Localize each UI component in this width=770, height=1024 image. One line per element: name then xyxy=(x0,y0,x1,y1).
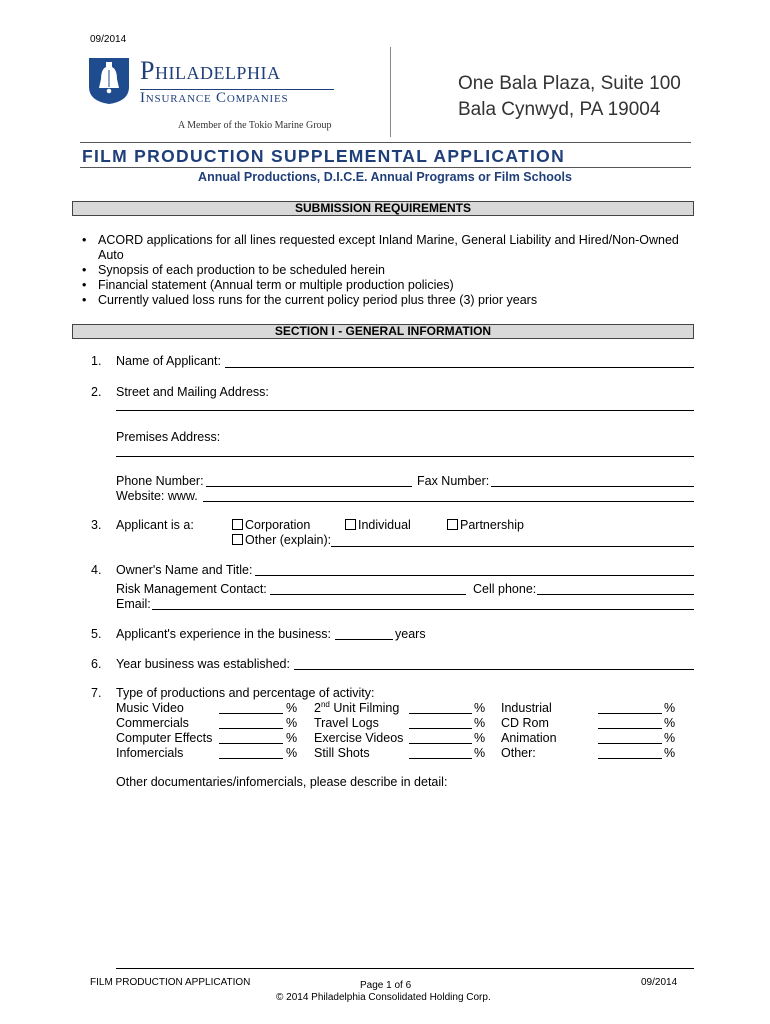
page-subtitle: Annual Productions, D.I.C.E. Annual Programs or Film Schools xyxy=(198,170,572,184)
other-explain-field[interactable] xyxy=(331,546,694,547)
q6-number: 6. xyxy=(91,657,102,671)
q2-label: Street and Mailing Address: xyxy=(116,385,269,399)
corporation-checkbox[interactable] xyxy=(232,519,243,530)
cd-rom-pct-field[interactable] xyxy=(598,728,662,729)
q2-number: 2. xyxy=(91,385,102,399)
animation-pct-field[interactable] xyxy=(598,743,662,744)
title-rule-bottom xyxy=(80,167,691,168)
infomercials-pct-field[interactable] xyxy=(219,758,283,759)
production-type-cd-rom: CD Rom xyxy=(501,716,549,730)
q7-label: Type of productions and percentage of activity: xyxy=(116,686,375,700)
risk-contact-field[interactable] xyxy=(270,594,466,595)
logo-name: Philadelphia xyxy=(140,56,281,85)
premises-address-field[interactable] xyxy=(116,456,694,457)
production-type-commercials: Commercials xyxy=(116,716,189,730)
percent-sign: % xyxy=(474,731,486,745)
address-line2: Bala Cynwyd, PA 19004 xyxy=(458,99,661,120)
submission-list xyxy=(72,233,692,308)
production-type-industrial: Industrial xyxy=(501,701,552,715)
footer-form-name: FILM PRODUCTION APPLICATION xyxy=(90,977,251,988)
premises-label: Premises Address: xyxy=(116,430,221,444)
footer-page-number: Page 1 of 6 xyxy=(360,980,412,991)
2nd-unit-pct-field[interactable] xyxy=(409,713,472,714)
website-field[interactable] xyxy=(203,501,694,502)
q7-number: 7. xyxy=(91,686,102,700)
cell-phone-field[interactable] xyxy=(537,594,694,595)
production-type-travel-logs: Travel Logs xyxy=(314,716,379,730)
partnership-option[interactable]: Partnership xyxy=(447,518,524,533)
years-unit: years xyxy=(395,627,426,641)
top-date: 09/2014 xyxy=(90,34,127,45)
percent-sign: % xyxy=(664,716,676,730)
title-rule-top xyxy=(80,142,691,143)
other-description-label: Other documentaries/infomercials, please describe in detail: xyxy=(116,775,448,789)
page-title: FILM PRODUCTION SUPPLEMENTAL APPLICATION xyxy=(82,146,566,166)
list-item: • Currently valued loss runs for the current policy period plus three (3) prior years xyxy=(72,293,692,308)
fax-label: Fax Number: xyxy=(417,474,490,488)
production-type-still-shots: Still Shots xyxy=(314,746,370,760)
corporation-option[interactable]: Corporation xyxy=(232,518,310,533)
q1-number: 1. xyxy=(91,354,102,368)
percent-sign: % xyxy=(286,746,298,760)
logo-member-text: A Member of the Tokio Marine Group xyxy=(178,120,332,131)
year-established-field[interactable] xyxy=(294,669,694,670)
percent-sign: % xyxy=(286,701,298,715)
other-pct-field[interactable] xyxy=(598,758,662,759)
cell-phone-label: Cell phone: xyxy=(473,582,537,596)
footer-date: 09/2014 xyxy=(641,977,678,988)
submission-heading: SUBMISSION REQUIREMENTS xyxy=(72,201,694,216)
percent-sign: % xyxy=(286,716,298,730)
list-item: • ACORD applications for all lines requested except Inland Marine, General Liability and Hired/Non-Owned Auto xyxy=(72,233,692,263)
partnership-checkbox[interactable] xyxy=(447,519,458,530)
other-checkbox[interactable] xyxy=(232,534,243,545)
applicant-name-field[interactable] xyxy=(225,367,694,368)
q5-label: Applicant's experience in the business: xyxy=(116,627,332,641)
production-type-2nd-unit-filming: 2nd Unit Filming xyxy=(314,699,400,715)
fax-field[interactable] xyxy=(491,486,694,487)
other-option[interactable]: Other (explain): xyxy=(232,533,331,548)
production-type-infomercials: Infomercials xyxy=(116,746,184,760)
commercials-pct-field[interactable] xyxy=(219,728,283,729)
percent-sign: % xyxy=(664,746,676,760)
list-item: • Synopsis of each production to be scheduled herein xyxy=(72,263,692,278)
production-type-computer-effects: Computer Effects xyxy=(116,731,213,745)
logo-sub: Insurance Companies xyxy=(140,90,289,106)
owner-name-field[interactable] xyxy=(255,575,694,576)
production-type-other: Other: xyxy=(501,746,536,760)
email-label: Email: xyxy=(116,597,151,611)
liberty-bell-logo-icon xyxy=(88,57,130,105)
q1-label: Name of Applicant: xyxy=(116,354,221,368)
industrial-pct-field[interactable] xyxy=(598,713,662,714)
list-item: • Financial statement (Annual term or multiple production policies) xyxy=(72,278,692,293)
percent-sign: % xyxy=(474,701,486,715)
experience-years-field[interactable] xyxy=(335,639,393,640)
header-divider xyxy=(390,47,391,137)
still-shots-pct-field[interactable] xyxy=(409,758,472,759)
production-type-music-video: Music Video xyxy=(116,701,184,715)
q4-number: 4. xyxy=(91,563,102,577)
q3-number: 3. xyxy=(91,518,102,532)
q4-label: Owner's Name and Title: xyxy=(116,563,253,577)
percent-sign: % xyxy=(474,746,486,760)
percent-sign: % xyxy=(664,701,676,715)
percent-sign: % xyxy=(474,716,486,730)
website-label: Website: www. xyxy=(116,489,198,503)
mailing-address-field[interactable] xyxy=(116,410,694,411)
production-type-animation: Animation xyxy=(501,731,557,745)
risk-contact-label: Risk Management Contact: xyxy=(116,582,267,596)
footer-copyright: © 2014 Philadelphia Consolidated Holding Corp. xyxy=(276,992,491,1003)
other-description-area[interactable] xyxy=(116,792,694,952)
individual-checkbox[interactable] xyxy=(345,519,356,530)
travel-logs-pct-field[interactable] xyxy=(409,728,472,729)
section1-heading: SECTION I - GENERAL INFORMATION xyxy=(72,324,694,339)
email-field[interactable] xyxy=(152,609,694,610)
exercise-videos-pct-field[interactable] xyxy=(409,743,472,744)
footer-rule xyxy=(116,968,694,969)
q5-number: 5. xyxy=(91,627,102,641)
address-line1: One Bala Plaza, Suite 100 xyxy=(458,73,681,94)
production-type-exercise-videos: Exercise Videos xyxy=(314,731,404,745)
q6-label: Year business was established: xyxy=(116,657,290,671)
phone-field[interactable] xyxy=(206,486,412,487)
music-video-pct-field[interactable] xyxy=(219,713,283,714)
percent-sign: % xyxy=(664,731,676,745)
q3-label: Applicant is a: xyxy=(116,518,194,532)
percent-sign: % xyxy=(286,731,298,745)
computer-effects-pct-field[interactable] xyxy=(219,743,283,744)
individual-option[interactable]: Individual xyxy=(345,518,411,533)
phone-label: Phone Number: xyxy=(116,474,204,488)
